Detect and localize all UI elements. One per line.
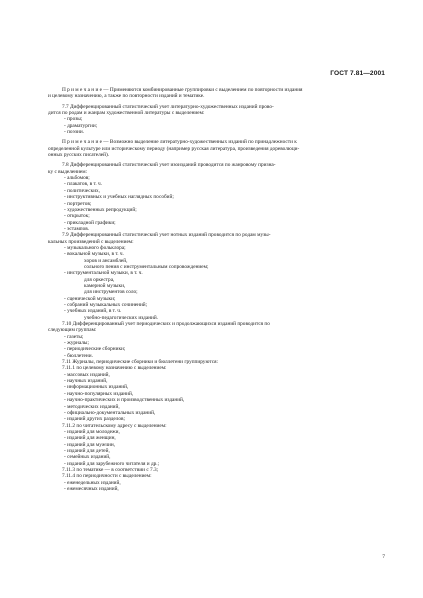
text-line: - методических изданий,: [64, 403, 120, 410]
text-line: - информационных изданий,: [64, 384, 129, 391]
text-line: - научных изданий,: [64, 378, 108, 385]
text-line: - поэзии.: [64, 129, 84, 136]
text-line: для инструментов соло;: [84, 289, 138, 296]
text-line: кальных произведений с выделением:: [48, 238, 134, 245]
text-line: - эстампов.: [64, 225, 90, 232]
text-line: камерной музыки,: [84, 282, 126, 289]
text-line: - изданий для женщин,: [64, 435, 116, 442]
text-line: определенной культуре или историческому периоду (например русская литература, произведения дореволюци-: [48, 145, 300, 152]
text-line: - художественных репродукций;: [64, 206, 137, 213]
text-line: - вокальной музыки, в т. ч.: [64, 251, 124, 258]
text-line: хоров и ансамблей,: [84, 257, 128, 264]
text-line: - ежемесячных изданий,: [64, 485, 119, 492]
text-line: - открыток;: [64, 213, 90, 220]
text-line: - семейных изданий,: [64, 454, 111, 461]
text-line: ку с выделением:: [48, 168, 88, 175]
text-line: и целевому назначению, а также по повторности изданий и тематике.: [48, 93, 205, 100]
text-line: 7.9 Дифференцированный статистический учет нотных изданий проводится по родам музы-: [62, 232, 271, 239]
page-number: 7: [382, 554, 385, 560]
text-line: - прозы;: [64, 116, 83, 123]
text-line: - периодические сборники;: [64, 346, 126, 353]
text-line: дится по родам и жанрам художественной литературы с выделением:: [48, 110, 205, 117]
text-line: - инструментальной музыки, в т. ч.: [64, 270, 143, 277]
text-line: сольного пения с инструментальным сопровождением;: [84, 263, 209, 270]
text-line: - массовых изданий,: [64, 371, 110, 378]
text-line: 7.10 Дифференцированный учет периодических и продолжающихся изданий проводится по: [62, 321, 270, 328]
text-line: 7.11.1 по целевому назначению с выделением:: [62, 365, 167, 372]
text-line: - изданий других разделов;: [64, 416, 126, 423]
text-line: 7.11.4 по периодичности с выделением:: [62, 473, 152, 480]
text-line: - изданий для молодежи,: [64, 428, 120, 435]
text-line: - драматургии;: [64, 122, 98, 129]
text-line: - плакатов, в т. ч.: [64, 181, 103, 188]
text-line: - собраний музыкальных сочинений;: [64, 302, 148, 308]
text-line: учебно-педагогических изданий.: [84, 314, 159, 321]
text-line: 7.11.2 по читательскому адресу с выделением:: [62, 422, 167, 429]
text-line: для оркестра,: [84, 276, 115, 283]
text-line: - еженедельных изданий,: [64, 479, 121, 486]
text-line: 7.8 Дифференцированный статистический учет изоизданий проводится по жанровому призна-: [62, 162, 276, 169]
text-line: - музыкального фольклора;: [64, 244, 126, 251]
text-line: - сценической музыки;: [64, 295, 116, 302]
text-line: - инструктивных и учебных наглядных пособий;: [64, 194, 174, 201]
text-line: 7.11 Журналы, периодические сборники и бюллетени группируются:: [62, 359, 218, 366]
text-line: - научно-практических и производственных изданий,: [64, 397, 185, 404]
text-line: 7.11.3 по тематике — в соответствии с 7.3;: [62, 466, 159, 473]
text-line: - политических,: [64, 187, 101, 194]
text-line: - научно-популярных изданий,: [64, 390, 134, 397]
text-line: - прикладной графики;: [64, 219, 116, 226]
text-line: - учебных изданий, в т. ч.: [64, 308, 122, 315]
text-line: - изданий для мужчин,: [64, 441, 116, 448]
standard-code-header: ГОСТ 7.81—2001: [330, 70, 385, 77]
text-line: следующим группам:: [48, 327, 97, 334]
text-line: - изданий для детей,: [64, 447, 110, 454]
text-line: - альбомов;: [64, 175, 90, 182]
text-line: - официально-документальных изданий,: [64, 409, 156, 416]
text-line: - газеты;: [64, 333, 84, 340]
text-line: - бюллетени.: [64, 352, 93, 359]
text-line: - изданий для зарубежного читателя и др.;: [64, 460, 160, 467]
text-line: П р и м е ч а н и е — Применяются комбинированные группировки с выделением по повторности издания: [62, 87, 303, 93]
text-line: 7.7 Дифференцированный статистический учет литературно-художественных изданий прово-: [62, 103, 274, 110]
text-line: - журналы;: [64, 340, 89, 347]
text-line: - портретов;: [64, 200, 92, 207]
document-body-text: [48, 87, 388, 492]
text-line: П р и м е ч а н и е — Возможно выделение литературно-художественных изданий по принадлежности к: [62, 139, 297, 146]
text-line: онных русских писателей).: [48, 152, 110, 159]
